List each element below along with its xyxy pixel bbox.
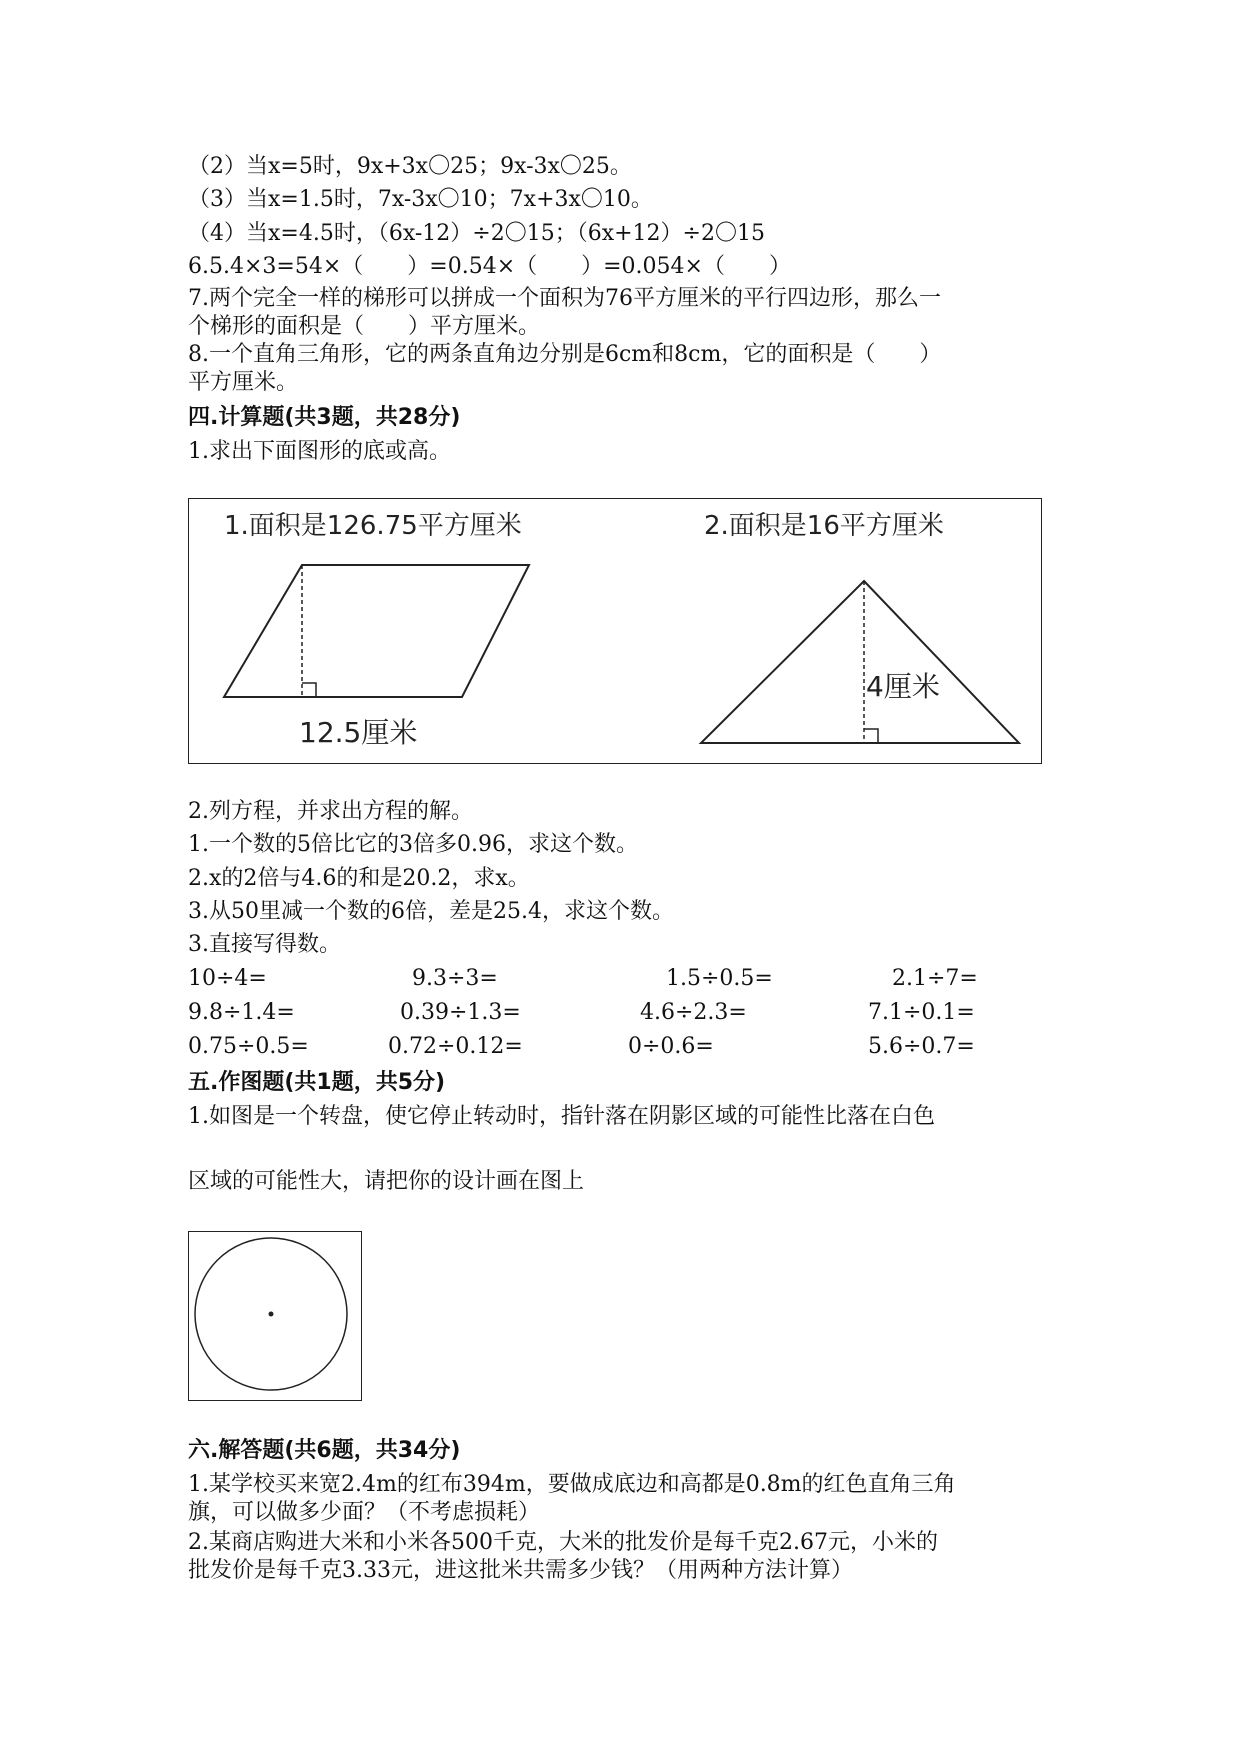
question-text: 1.求出下面图形的底或高。 — [188, 439, 451, 464]
question-text: 区域的可能性大，请把你的设计画在图上 — [188, 1169, 585, 1194]
section-heading-solution: 六.解答题(共6题，共34分) — [188, 1438, 461, 1463]
fill-blank-item: （3）当x=1.5时，7x-3x〇10；7x+3x〇10。 — [188, 187, 653, 212]
spinner-center-dot — [269, 1312, 274, 1317]
spinner-figure — [189, 1232, 363, 1402]
equation-item: 3.从50里减一个数的6倍，差是25.4，求这个数。 — [188, 899, 674, 924]
figure-label-triangle: 2.面积是16平方厘米 — [704, 511, 944, 541]
calc-item: 2.1÷7= — [892, 966, 978, 991]
section-heading-calculation: 四.计算题(共3题，共28分) — [188, 405, 461, 430]
calc-item: 0.72÷0.12= — [388, 1034, 523, 1059]
equation-item: 2.x的2倍与4.6的和是20.2，求x。 — [188, 866, 530, 891]
calc-item: 9.3÷3= — [412, 966, 498, 991]
equation-item: 1.一个数的5倍比它的3倍多0.96，求这个数。 — [188, 832, 638, 857]
fill-blank-item: （4）当x=4.5时，（6x-12）÷2〇15；（6x+12）÷2〇15 — [188, 221, 765, 246]
word-problem-text: 1.某学校买来宽2.4m的红布394m，要做成底边和高都是0.8m的红色直角三角 — [188, 1472, 956, 1497]
calc-item: 9.8÷1.4= — [188, 1000, 295, 1025]
triangle-shape — [701, 581, 1019, 743]
fill-blank-item: （2）当x=5时，9x+3x〇25；9x-3x〇25。 — [188, 154, 632, 179]
calc-item: 5.6÷0.7= — [868, 1034, 975, 1059]
right-angle-mark — [302, 683, 316, 697]
geometry-figure-box — [188, 498, 1042, 764]
calc-item: 0.75÷0.5= — [188, 1034, 309, 1059]
figure-label-parallelogram: 1.面积是126.75平方厘米 — [224, 511, 522, 541]
calc-item: 4.6÷2.3= — [640, 1000, 747, 1025]
calc-item: 10÷4= — [188, 966, 267, 991]
word-problem-text: 旗，可以做多少面？（不考虑损耗） — [188, 1500, 541, 1525]
question-text: 2.列方程，并求出方程的解。 — [188, 799, 473, 824]
fill-blank-item: 7.两个完全一样的梯形可以拼成一个面积为76平方厘米的平行四边形，那么一 — [188, 286, 941, 311]
fill-blank-item: 平方厘米。 — [188, 370, 299, 395]
calc-item: 0.39÷1.3= — [400, 1000, 521, 1025]
calc-item: 1.5÷0.5= — [666, 966, 773, 991]
base-dimension-label: 12.5厘米 — [299, 716, 418, 749]
calc-item: 0÷0.6= — [628, 1034, 714, 1059]
section-heading-drawing: 五.作图题(共1题，共5分) — [188, 1070, 446, 1095]
question-text: 1.如图是一个转盘，使它停止转动时，指针落在阴影区域的可能性比落在白色 — [188, 1104, 935, 1129]
calc-item: 7.1÷0.1= — [868, 1000, 975, 1025]
fill-blank-item: 6.5.4×3=54×（ ）=0.54×（ ）=0.054×（ ） — [188, 254, 791, 279]
fill-blank-item: 8.一个直角三角形，它的两条直角边分别是6cm和8cm，它的面积是（ ） — [188, 342, 942, 367]
fill-blank-item: 个梯形的面积是（ ）平方厘米。 — [188, 314, 541, 339]
question-text: 3.直接写得数。 — [188, 932, 341, 957]
right-angle-mark — [864, 729, 878, 743]
height-dimension-label: 4厘米 — [866, 670, 940, 703]
word-problem-text: 2.某商店购进大米和小米各500千克，大米的批发价是每千克2.67元，小米的 — [188, 1530, 938, 1555]
spinner-figure-box — [188, 1231, 362, 1401]
parallelogram-shape — [224, 565, 529, 697]
word-problem-text: 批发价是每千克3.33元，进这批米共需多少钱？（用两种方法计算） — [188, 1558, 853, 1583]
